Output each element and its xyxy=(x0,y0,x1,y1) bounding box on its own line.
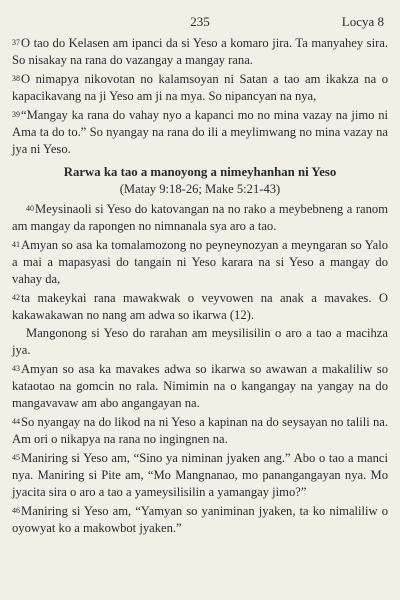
verse-46 xyxy=(12,502,388,538)
verse-number: 46 xyxy=(12,505,20,515)
verse-text: Maniring si Yeso am, “Sino ya niminan jyaken ang.” Abo o tao a manci nya. Maniring si Pite am, “Mo Mangnanao, mo panangangayan nya. Mo jyacita sira o aro a tao a yameysilisilin a yamangay jimo?” xyxy=(12,450,388,500)
verse-number: 40 xyxy=(26,203,34,213)
verse-38 xyxy=(12,70,388,106)
verse-number: 43 xyxy=(12,363,20,373)
verse-text: O nimapya nikovotan no kalamsoyan ni Satan a tao am ikakza na o kapacikavang na ji Yeso am ji na mya. So nipancyan na nya, xyxy=(12,71,388,104)
verse-number: 45 xyxy=(12,452,20,462)
section-heading: Rarwa ka tao a manoyong a nimeyhanhan ni Yeso xyxy=(63,164,337,179)
verse-41 xyxy=(12,236,388,289)
verse-number: 37 xyxy=(12,38,20,47)
verse-text: Maniring si Yeso am, “Yamyan so yaniminan jyaken, ta ko nimaliliw o oyowyat ko a makowbot jyaken.” xyxy=(12,503,388,536)
verse-number: 44 xyxy=(12,416,20,426)
verse-text: O tao do Kelasen am ipanci da si Yeso a komaro jira. Ta manyahey sira. So nisakay na rana do vazangay a mangay rana. xyxy=(12,36,388,68)
verse-number: 39 xyxy=(12,109,20,119)
verse-43 xyxy=(12,360,388,413)
verse-text: Amyan so asa ka mavakes adwa so ikarwa so awawan a makaliliw so kataotao na gomcin no rala. Nimimin na o kangangay na yangay na do mangavavaw am abo angangayan na. xyxy=(12,361,388,411)
verse-44 xyxy=(12,413,388,449)
verse-text: “Mangay ka rana do vahay nyo a kapanci mo no mina vazay na jimo ni Ama ta do to.” So nyangay na rana do ili a meylimwang no mina vazay na jya ni Yeso. xyxy=(12,107,388,157)
verse-40 xyxy=(12,200,388,236)
verse-39 xyxy=(12,106,388,159)
paragraph-text: Mangonong si Yeso do rarahan am meysilisilin o aro a tao a macihza jya. xyxy=(12,325,388,358)
verse-text: Meysinaoli si Yeso do katovangan na no rako a meybebneng a ranom am mangay da rapongen no nimnanala sya aro a tao. xyxy=(12,201,388,234)
verse-37 xyxy=(12,34,388,70)
verse-number: 38 xyxy=(12,73,20,83)
verse-45 xyxy=(12,449,388,502)
paragraph xyxy=(12,325,388,360)
verse-text: Amyan so asa ka tomalamozong no peyneynozyan a meyngaran so Yalo a mai a mapasyasi do tangain ni Yeso karara na si Yeso a mangay do vahay da, xyxy=(12,237,388,287)
section-reference: (Matay 9:18-26; Make 5:21-43) xyxy=(119,181,281,196)
verse-text: So nyangay na do likod na ni Yeso a kapinan na do seysayan no talili na. Am ori o nikapya na rana no ingingnen na. xyxy=(12,414,388,447)
verse-number: 41 xyxy=(12,239,20,249)
page-header xyxy=(12,12,388,34)
verse-text: ta makeykai rana mawakwak o veyvowen na anak a mavakes. O kakawakawan no nang am adwa so ikarwa (12). xyxy=(12,290,388,323)
page-content xyxy=(12,34,388,538)
verse-42 xyxy=(12,289,388,325)
chapter-label: Locya 8 xyxy=(341,14,384,29)
verse-number: 42 xyxy=(12,292,20,302)
page-number: 235 xyxy=(190,14,210,29)
